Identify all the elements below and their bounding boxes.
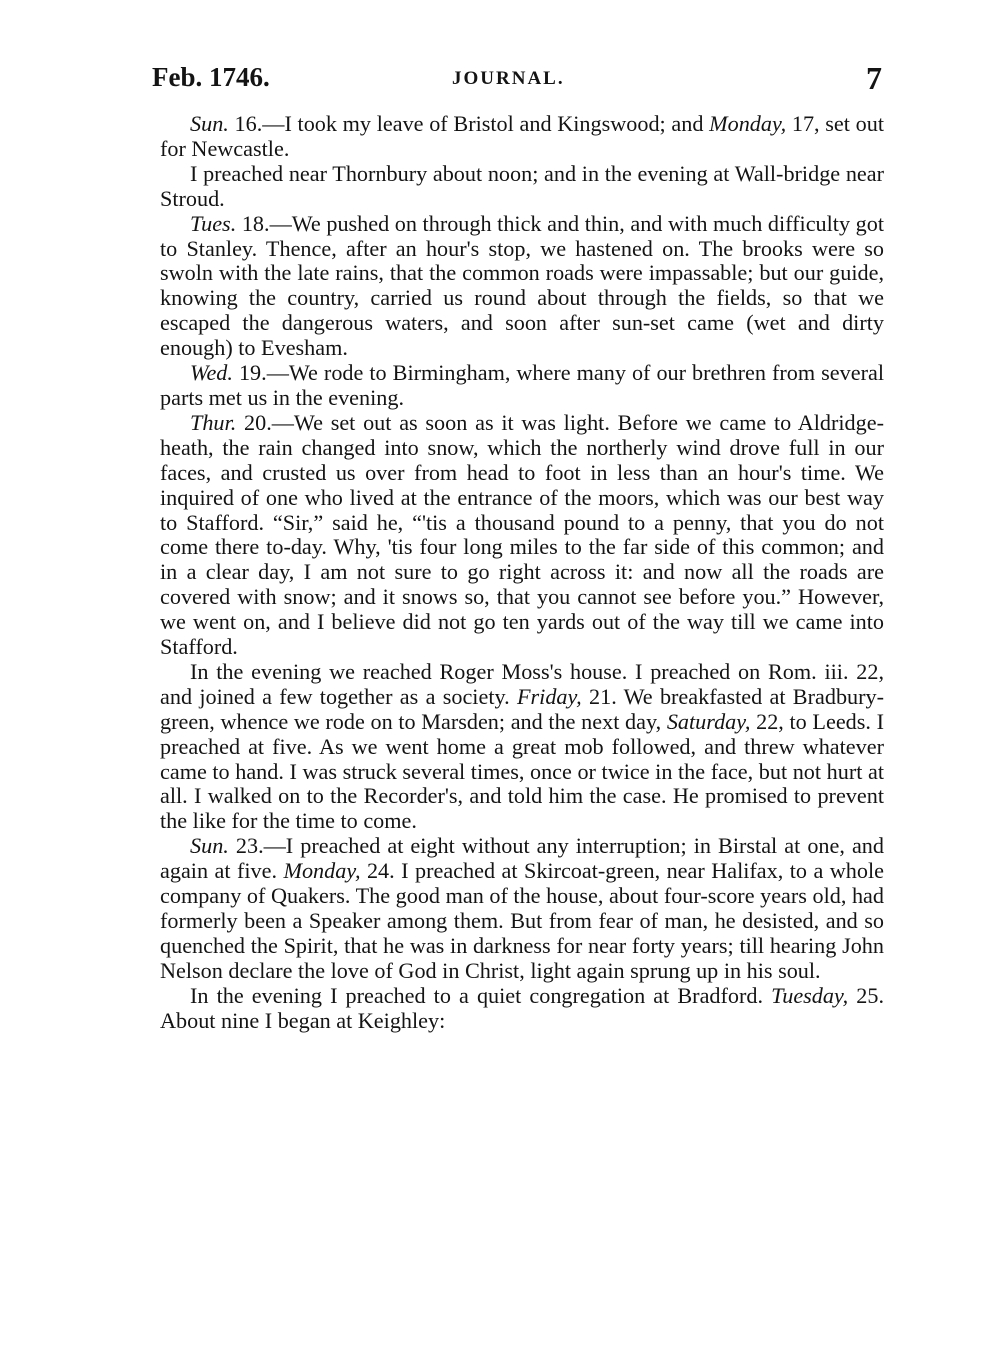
text-run: 22, to Leeds. I preached at five. As we went home a great mob followed, and threw whatever came to hand. I was struck several times, once or twice in the face, but not hurt at all. I walked on to the Recorder's, and told him the case. He promised to prevent the like for the time to come.: [160, 708, 884, 834]
paragraph: [160, 834, 884, 983]
italic-text: Monday,: [283, 858, 361, 884]
italic-text: Tues.: [190, 210, 237, 236]
header-date: Feb. 1746.: [152, 62, 270, 92]
text-run: In the evening I preached to a quiet congregation at Bradford.: [190, 982, 772, 1008]
italic-text: Sun.: [190, 111, 229, 136]
italic-text: Sun.: [190, 833, 229, 859]
page-number: 7: [866, 60, 882, 96]
journal-text: [160, 112, 884, 1034]
italic-text: Thur.: [190, 409, 237, 435]
paragraph: [160, 162, 884, 212]
text-run: 19.—We rode to Birmingham, where many of our brethren from several parts met us in the evening.: [160, 360, 884, 410]
text-run: 23.—I preached at eight without any interruption; in Birstal at one, and again at five.: [160, 833, 884, 884]
paragraph: [160, 112, 884, 162]
italic-text: Tuesday,: [771, 982, 849, 1008]
paragraph: [160, 984, 884, 1034]
paragraph: [160, 660, 884, 834]
text-run: 16.—I took my leave of Bristol and Kingswood; and: [228, 111, 710, 136]
running-head: [152, 62, 882, 102]
text-run: 20.—We set out as soon as it was light. Before we came to Aldridge-heath, the rain changed into snow, which the northerly wind drove full in our faces, and crusted us over from head to foot in less than an hour's time. We inquired of one who lived at the entrance of the moors, which was our best way to Stafford. “Sir,” said he, “'tis a thousand pound to a penny, that you do not come there to-day. Why, 'tis four long miles to the far side of this common; and in a clear day, I am not sure to go right across it: and now all the roads are covered with snow; and it snows so, that you cannot see before you.” However, we went on, and I believe did not go ten yards out of the way till we came into Stafford.: [160, 409, 884, 660]
header-title: JOURNAL.: [452, 68, 565, 89]
paragraph: [160, 361, 884, 411]
text-run: 24. I preached at Skircoat-green, near Halifax, to a whole company of Quakers. The good man of the house, about four-score years old, had formerly been a Speaker among them. But from fear of man, he desisted, and so quenched the Spirit, that he was in darkness for near forty years; till hearing John Nelson declare the love of God in Christ, light again sprung up in his soul.: [160, 858, 884, 983]
text-run: 17, set out for Newcastle.: [160, 111, 884, 161]
italic-text: Monday,: [709, 111, 787, 136]
italic-text: Wed.: [190, 360, 233, 386]
text-run: 18.—We pushed on through thick and thin, and with much difficulty got to Stanley. Thence, after an hour's stop, we hastened on. The brooks were so swoln with the late rains, that the common roads were impassable; but our guide, knowing the country, carried us round about through the fields, so that we escaped the dangerous waters, and soon after sun-set came (wet and dirty enough) to Evesham.: [160, 210, 884, 361]
paragraph: [160, 212, 884, 361]
italic-text: Friday,: [516, 683, 582, 709]
text-run: 21. We breakfasted at Bradbury-green, whence we rode on to Marsden; and the next day,: [160, 683, 884, 734]
italic-text: Saturday,: [666, 708, 751, 734]
text-run: In the evening we reached Roger Moss's house. I preached on Rom. iii. 22, and joined a few together as a society.: [160, 658, 884, 709]
text-run: 25. About nine I began at Keighley:: [160, 982, 884, 1033]
text-run: I preached near Thornbury about noon; and in the evening at Wall-bridge near Stroud.: [160, 160, 884, 211]
paragraph: [160, 411, 884, 660]
